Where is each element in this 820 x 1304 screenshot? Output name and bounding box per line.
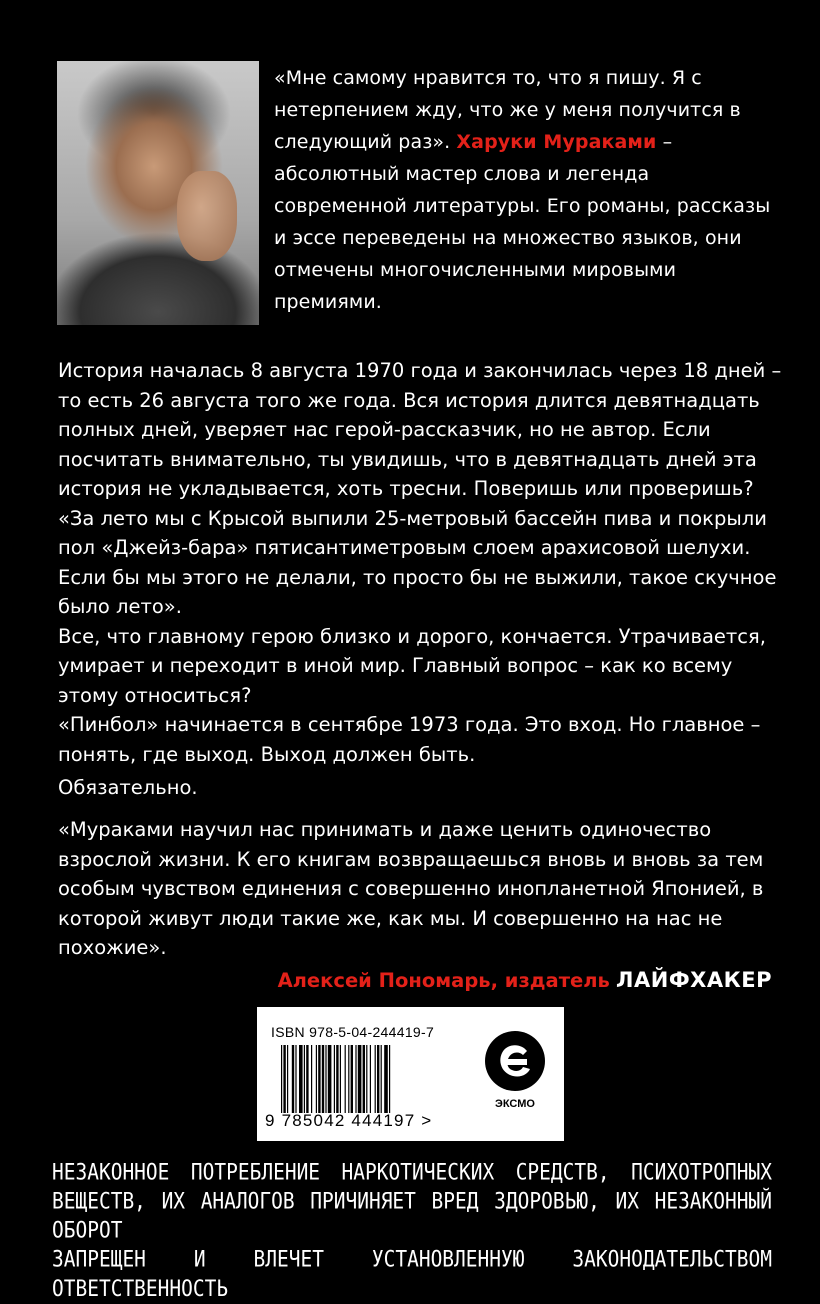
- barcode-bar: [375, 1045, 376, 1113]
- story-paragraph-4: «Пинбол» начинается в сентябре 1973 года. Это вход. Но главное – понять, где выход. Выход должен быть.: [58, 713, 761, 766]
- author-photo: [57, 61, 259, 325]
- barcode-bar: [299, 1045, 303, 1113]
- barcode-bar: [381, 1045, 382, 1113]
- barcode-bar: [292, 1045, 294, 1113]
- review-brand: ЛАЙФХАКЕР: [616, 968, 772, 992]
- bio-author-name: Харуки Мураками: [456, 131, 657, 153]
- publisher-name: ЭКСМО: [495, 1098, 535, 1110]
- review-author: Алексей Пономарь, издатель: [277, 969, 610, 992]
- barcode-bar: [316, 1045, 317, 1113]
- eksmo-logo-icon: [483, 1029, 547, 1093]
- review-quote: [58, 815, 788, 963]
- barcode-bar: [384, 1045, 388, 1113]
- barcode-bar: [370, 1045, 371, 1113]
- warning-line-3: ЗАПРЕЩЕН И ВЛЕЧЕТ УСТАНОВЛЕННУЮ ЗАКОНОДАТЕЛЬСТВОМ ОТВЕТСТВЕННОСТЬ: [52, 1246, 772, 1302]
- barcode-bar: [366, 1045, 367, 1113]
- barcode-bar: [363, 1045, 365, 1113]
- barcode-digits: 9 785042 444197 >: [265, 1111, 433, 1130]
- author-hand: [177, 171, 237, 261]
- isbn-text: ISBN 978-5-04-244419-7: [271, 1024, 435, 1040]
- story-paragraph-1: История началась 8 августа 1970 года и закончилась через 18 дней – то есть 26 августа того же года. Вся история длится девятнадцать полных дней, уверяет нас герой-рассказчик, но не автор. Если посчитать внимательно, ты увидишь, что в девятнадцать дней эта история не укладывается, хоть тресни. Поверишь или проверишь?: [58, 359, 782, 500]
- barcode-bar: [336, 1045, 338, 1113]
- barcode-bar: [306, 1045, 308, 1113]
- story-paragraph-2: «За лето мы с Крысой выпили 25-метровый бассейн пива и покрыли пол «Джейз-бара» пятисантиметровым слоем арахисовой шелухи. Если бы мы этого не делали, то просто бы не выжили, такое скучное было лето».: [58, 506, 777, 618]
- barcode-bar: [377, 1045, 379, 1113]
- barcode-bar: [325, 1045, 326, 1113]
- barcode-bar: [340, 1045, 341, 1113]
- book-description: [58, 356, 788, 803]
- barcode-bar: [287, 1045, 288, 1113]
- warning-line-1: НЕЗАКОННОЕ ПОТРЕБЛЕНИЕ НАРКОТИЧЕСКИХ СРЕДСТВ, ПСИХОТРОПНЫХ: [52, 1159, 772, 1185]
- warning-line-2: ВЕЩЕСТВ, ИХ АНАЛОГОВ ПРИЧИНЯЕТ ВРЕД ЗДОРОВЬЮ, ИХ НЕЗАКОННЫЙ ОБОРОТ: [52, 1188, 772, 1244]
- legal-warning: [52, 1158, 772, 1304]
- barcode-bar: [389, 1045, 390, 1113]
- barcode-bar: [355, 1045, 356, 1113]
- barcode-icon: [281, 1045, 461, 1113]
- barcode-bar: [358, 1045, 362, 1113]
- barcode-bar: [295, 1045, 296, 1113]
- barcode-bar: [283, 1045, 285, 1113]
- review-text: «Мураками научил нас принимать и даже ценить одиночество взрослой жизни. К его книгам возвращаешься вновь и вновь за тем особым чувством единения с совершенно инопланетной Японией, в которой живут люди такие же, как мы. И совершенно на нас не похожие».: [58, 818, 764, 959]
- barcode-bar: [281, 1045, 282, 1113]
- bio-quote: «Мне самому нравится то, что я пишу. Я с нетерпением жду, что же у меня получится в следующий раз».: [274, 67, 741, 153]
- barcode-bar: [348, 1045, 349, 1113]
- author-bio: [274, 62, 774, 318]
- barcode-bar: [322, 1045, 324, 1113]
- barcode-box: [257, 1007, 564, 1141]
- bio-paragraph: [274, 62, 774, 318]
- review-signature: [278, 966, 772, 995]
- bio-rest: – абсолютный мастер слова и легенда современной литературы. Его романы, рассказы и эссе переведены на множество языков, они отмечены многочисленными мировыми премиями.: [274, 131, 771, 313]
- barcode-bar: [328, 1045, 332, 1113]
- barcode-bar: [311, 1045, 312, 1113]
- barcode-bar: [334, 1045, 335, 1113]
- barcode-bar: [318, 1045, 320, 1113]
- barcode-bar: [304, 1045, 305, 1113]
- barcode-bar: [345, 1045, 346, 1113]
- story-last-line: Обязательно.: [58, 776, 198, 799]
- barcode-bar: [351, 1045, 353, 1113]
- story-paragraph-3: Все, что главному герою близко и дорого, кончается. Утрачивается, умирает и переходит в иной мир. Главный вопрос – как ко всему этому относиться?: [58, 624, 766, 707]
